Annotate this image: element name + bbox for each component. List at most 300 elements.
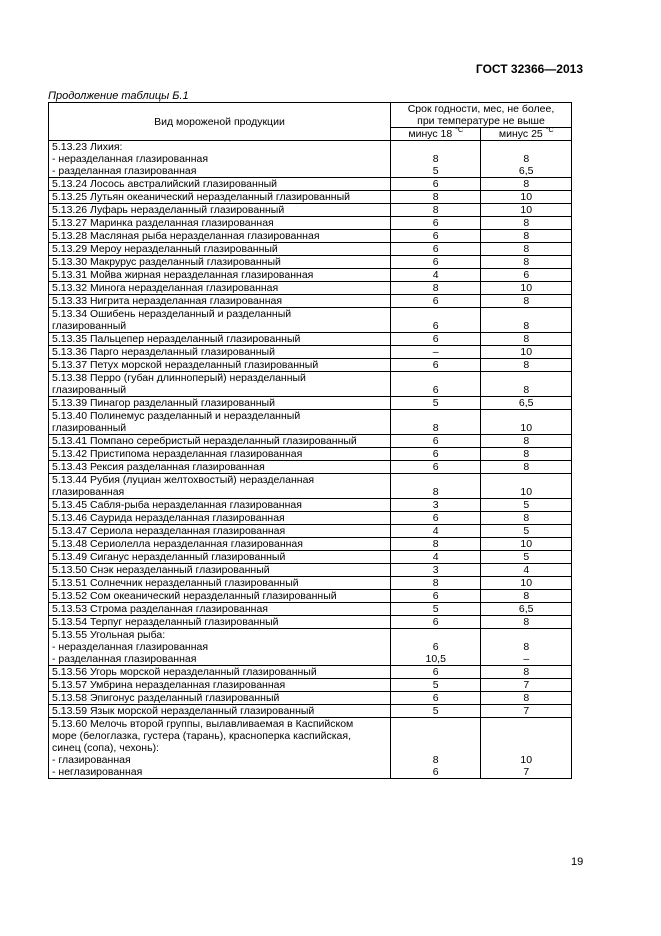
minus25-value: 8 [523, 461, 530, 473]
minus25-value-cell [481, 512, 572, 525]
product-name-line: 5.13.33 Нигрита неразделанная глазированная [52, 295, 283, 307]
minus18-value: 6 [432, 384, 439, 396]
minus18-value: 8 [432, 204, 439, 216]
table-row [49, 538, 572, 551]
minus25-value-cell [481, 692, 572, 705]
page-number: 19 [571, 856, 584, 868]
product-name-cell [49, 564, 391, 577]
minus25-value: 6 [523, 269, 530, 281]
product-name-line: 5.13.38 Перро (губан длинноперый) неразделанный [52, 372, 306, 384]
table-row [49, 448, 572, 461]
product-name-cell [49, 512, 391, 525]
minus18-value: 8 [432, 486, 439, 498]
minus18-value: 8 [432, 754, 439, 766]
minus25-value: 8 [523, 666, 530, 678]
minus25-value: 7 [523, 679, 530, 691]
product-name-line: 5.13.24 Лосось австралийский глазированный [52, 178, 278, 190]
minus18-value-cell [390, 538, 481, 551]
product-name-cell [49, 577, 391, 590]
minus18-value: 8 [432, 153, 439, 165]
minus18-value-cell [390, 308, 481, 333]
product-name-cell [49, 333, 391, 346]
product-name-line: 5.13.55 Угольная рыба: [52, 629, 166, 641]
product-name-line: 5.13.36 Парго неразделанный глазированный [52, 346, 275, 358]
product-name-line: 5.13.42 Пристипома неразделанная глазированная [52, 448, 303, 460]
minus18-value: 6 [432, 178, 439, 190]
minus18-value: 6 [432, 641, 439, 653]
minus25-value [484, 730, 568, 742]
product-name-line: 5.13.50 Снэк неразделанный глазированный [52, 564, 270, 576]
minus18-value-cell [390, 204, 481, 217]
minus18-value: 6 [432, 666, 439, 678]
header-product-type: Вид мороженой продукции [49, 103, 391, 141]
table-row [49, 577, 572, 590]
degree-unit-25: °C [545, 127, 554, 134]
minus18-value: 6 [432, 461, 439, 473]
minus18-value [394, 730, 478, 742]
table-row [49, 616, 572, 629]
table-row [49, 499, 572, 512]
minus25-value-cell [481, 282, 572, 295]
table-row [49, 692, 572, 705]
minus25-value-cell [481, 295, 572, 308]
table-row [49, 333, 572, 346]
minus25-value: 8 [523, 448, 530, 460]
minus18-value: 8 [432, 422, 439, 434]
minus18-value: 6 [432, 692, 439, 704]
minus25-value [484, 141, 568, 153]
product-name-cell [49, 474, 391, 499]
minus25-value-cell [481, 372, 572, 397]
minus18-value: 8 [432, 282, 439, 294]
product-name-cell [49, 525, 391, 538]
minus25-value: 10 [520, 486, 533, 498]
product-name-cell [49, 629, 391, 666]
minus25-value: 8 [523, 333, 530, 345]
product-name-cell [49, 590, 391, 603]
table-row [49, 217, 572, 230]
minus25-value-cell [481, 590, 572, 603]
product-name-line: 5.13.44 Рубия (луциан желтохвостый) неразделанная [52, 474, 315, 486]
minus18-value-cell [390, 178, 481, 191]
minus25-value-cell [481, 256, 572, 269]
minus18-value: 6 [432, 230, 439, 242]
minus25-value: 8 [523, 616, 530, 628]
header-shelf-life-line2: при температуре не выше [417, 115, 545, 127]
table-row [49, 372, 572, 397]
minus25-value: 10 [520, 422, 533, 434]
table-row [49, 282, 572, 295]
product-name-line: 5.13.34 Ошибень неразделанный и разделанный [52, 308, 292, 320]
minus18-value-cell [390, 461, 481, 474]
minus18-value-cell [390, 551, 481, 564]
table-row [49, 308, 572, 333]
minus25-value: 5 [523, 499, 530, 511]
header-minus25 [481, 128, 572, 141]
minus25-value: 8 [523, 435, 530, 447]
table-row [49, 590, 572, 603]
header-shelf-life-line1: Срок годности, мес, не более, [407, 103, 555, 115]
minus18-value-cell [390, 512, 481, 525]
minus25-value-cell [481, 191, 572, 204]
minus18-value-cell [390, 525, 481, 538]
product-name-line: 5.13.37 Петух морской неразделанный глазированный [52, 359, 319, 371]
product-name-line: 5.13.57 Умбрина неразделанная глазированная [52, 679, 286, 691]
minus25-value: 8 [523, 692, 530, 704]
minus25-value-cell [481, 141, 572, 178]
minus18-value-cell [390, 191, 481, 204]
table-row [49, 178, 572, 191]
header-minus18 [390, 128, 481, 141]
minus25-value-cell [481, 204, 572, 217]
minus18-value: 6 [432, 616, 439, 628]
product-name-cell [49, 346, 391, 359]
degree-unit-18: °C [455, 127, 464, 134]
minus18-value-cell [390, 679, 481, 692]
minus25-value-cell [481, 397, 572, 410]
product-name-line: 5.13.58 Эпигонус разделанный глазированный [52, 692, 280, 704]
minus25-value-cell [481, 178, 572, 191]
minus25-value: 8 [523, 295, 530, 307]
minus25-value: 6,5 [518, 397, 534, 409]
minus18-value: – [432, 346, 439, 358]
product-name-line: 5.13.43 Рексия разделанная глазированная [52, 461, 265, 473]
minus18-value: 5 [432, 165, 439, 177]
product-name-line: 5.13.59 Язык морской неразделанный глазированный [52, 705, 315, 717]
minus18-value: 8 [432, 577, 439, 589]
minus25-value: 8 [523, 256, 530, 268]
minus18-value [394, 141, 478, 153]
minus18-value-cell [390, 577, 481, 590]
minus18-value [394, 629, 478, 641]
product-name-line: 5.13.51 Солнечник неразделанный глазированный [52, 577, 299, 589]
minus25-value-cell [481, 359, 572, 372]
product-name-line: 5.13.48 Сериолелла неразделанная глазированная [52, 538, 303, 550]
minus18-value-cell [390, 282, 481, 295]
table-row [49, 359, 572, 372]
minus25-value: 10 [520, 204, 533, 216]
product-name-line: глазированный [52, 320, 127, 332]
minus25-value: 8 [523, 320, 530, 332]
minus25-value [484, 629, 568, 641]
product-name-line: 5.13.41 Помпано серебристый неразделанный глазированный [52, 435, 357, 447]
minus18-value-cell [390, 217, 481, 230]
minus18-value: 8 [432, 191, 439, 203]
minus25-value-cell [481, 461, 572, 474]
minus18-value-cell [390, 705, 481, 718]
minus25-value: 4 [523, 564, 530, 576]
table-row [49, 461, 572, 474]
minus18-value-cell [390, 616, 481, 629]
product-name-line: 5.13.26 Луфарь неразделанный глазированный [52, 204, 285, 216]
minus25-value: 8 [523, 153, 530, 165]
minus18-value-cell [390, 269, 481, 282]
table-row [49, 666, 572, 679]
minus18-value: 6 [432, 295, 439, 307]
minus25-value-cell [481, 718, 572, 779]
table-row [49, 551, 572, 564]
product-name-line: - разделанная глазированная [52, 653, 197, 665]
product-name-line: 5.13.54 Терпуг неразделанный глазированный [52, 616, 279, 628]
minus25-value-cell [481, 538, 572, 551]
product-name-line: 5.13.35 Пальцепер неразделанный глазированный [52, 333, 301, 345]
table-row [49, 512, 572, 525]
table-row [49, 679, 572, 692]
product-name-line: синец (сопа), чехонь): [52, 742, 159, 754]
product-name-line: - неразделанная глазированная [52, 641, 209, 653]
product-name-line: 5.13.47 Сериола неразделанная глазированная [52, 525, 286, 537]
product-name-line: - неглазированная [52, 766, 143, 778]
product-name-line: глазированная [52, 486, 125, 498]
product-name-cell [49, 178, 391, 191]
minus25-value-cell [481, 269, 572, 282]
table-row [49, 295, 572, 308]
product-name-line: - неразделанная глазированная [52, 153, 209, 165]
minus25-value-cell [481, 346, 572, 359]
minus25-value-cell [481, 577, 572, 590]
minus18-value-cell [390, 397, 481, 410]
product-name-cell [49, 243, 391, 256]
product-name-line: 5.13.49 Сиганус неразделанный глазированный [52, 551, 286, 563]
header-shelf-life [390, 103, 571, 128]
minus18-value-cell [390, 692, 481, 705]
product-name-cell [49, 705, 391, 718]
minus25-value-cell [481, 666, 572, 679]
standard-number: ГОСТ 32366—2013 [475, 62, 583, 76]
minus25-value [484, 742, 568, 754]
minus18-value: 5 [432, 397, 439, 409]
minus25-value-cell [481, 616, 572, 629]
table-body [49, 141, 572, 779]
minus18-value: 5 [432, 679, 439, 691]
product-name-line: 5.13.39 Пинагор разделанный глазированный [52, 397, 275, 409]
minus25-value: 7 [523, 766, 530, 778]
minus18-value-cell [390, 666, 481, 679]
minus18-value: 6 [432, 243, 439, 255]
minus25-value-cell [481, 308, 572, 333]
minus18-value-cell [390, 603, 481, 616]
minus18-value: 6 [432, 320, 439, 332]
minus18-value-cell [390, 448, 481, 461]
product-name-line: 5.13.32 Минога неразделанная глазированная [52, 282, 279, 294]
minus25-value: 10 [520, 754, 533, 766]
table-row [49, 346, 572, 359]
minus18-value-cell [390, 256, 481, 269]
minus25-value: 5 [523, 551, 530, 563]
product-name-cell [49, 461, 391, 474]
table-row [49, 204, 572, 217]
minus25-value-cell [481, 564, 572, 577]
minus18-value: 6 [432, 256, 439, 268]
minus18-value [394, 718, 478, 730]
minus18-value: 4 [432, 525, 439, 537]
minus25-value-cell [481, 217, 572, 230]
product-name-line: 5.13.29 Мероу неразделанный глазированный [52, 243, 278, 255]
minus18-value-cell [390, 141, 481, 178]
product-name-line: глазированный [52, 422, 127, 434]
minus25-value-cell [481, 435, 572, 448]
product-name-line: глазированный [52, 384, 127, 396]
product-name-cell [49, 295, 391, 308]
product-name-cell [49, 603, 391, 616]
minus25-value: 10 [520, 346, 533, 358]
minus25-label: минус 25 [498, 128, 543, 140]
minus18-value-cell [390, 359, 481, 372]
product-name-line: - глазированная [52, 754, 131, 766]
minus18-value-cell [390, 243, 481, 256]
minus18-value-cell [390, 230, 481, 243]
product-name-cell [49, 718, 391, 779]
product-name-line: 5.13.28 Масляная рыба неразделанная глазированная [52, 230, 320, 242]
table-row [49, 256, 572, 269]
table-row [49, 705, 572, 718]
minus18-value: 10,5 [425, 653, 446, 665]
product-name-line: 5.13.52 Сом океанический неразделанный глазированный [52, 590, 337, 602]
table-row [49, 230, 572, 243]
product-name-cell [49, 256, 391, 269]
product-name-line: 5.13.23 Лихия: [52, 141, 123, 153]
minus18-value: 6 [432, 435, 439, 447]
product-name-cell [49, 217, 391, 230]
product-name-cell [49, 397, 391, 410]
minus25-value-cell [481, 230, 572, 243]
minus25-value-cell [481, 679, 572, 692]
table-row [49, 141, 572, 178]
product-name-cell [49, 372, 391, 397]
product-name-line: 5.13.30 Макрурус разделанный глазированный [52, 256, 281, 268]
product-name-cell [49, 616, 391, 629]
minus25-value: 8 [523, 230, 530, 242]
minus25-value: 7 [523, 705, 530, 717]
minus18-value: 3 [432, 499, 439, 511]
minus25-value-cell [481, 629, 572, 666]
minus18-value-cell [390, 629, 481, 666]
table-row [49, 474, 572, 499]
minus18-value-cell [390, 499, 481, 512]
table-row [49, 397, 572, 410]
product-name-cell [49, 538, 391, 551]
minus18-value: 3 [432, 564, 439, 576]
minus25-value: 10 [520, 282, 533, 294]
minus25-value: – [523, 653, 530, 665]
product-name-line: 5.13.46 Саурида неразделанная глазированная [52, 512, 285, 524]
minus18-value [394, 742, 478, 754]
product-name-cell [49, 679, 391, 692]
minus18-value-cell [390, 590, 481, 603]
table-caption: Продолжение таблицы Б.1 [48, 90, 189, 102]
minus18-value: 5 [432, 705, 439, 717]
minus25-value-cell [481, 551, 572, 564]
minus25-value: 8 [523, 217, 530, 229]
minus18-value-cell [390, 474, 481, 499]
product-name-cell [49, 230, 391, 243]
minus18-value: 6 [432, 333, 439, 345]
product-name-cell [49, 551, 391, 564]
minus25-value-cell [481, 410, 572, 435]
product-name-line: 5.13.56 Угорь морской неразделанный глазированный [52, 666, 317, 678]
minus25-value-cell [481, 448, 572, 461]
product-name-cell [49, 282, 391, 295]
minus18-value-cell [390, 295, 481, 308]
product-name-cell [49, 666, 391, 679]
product-name-line: 5.13.27 Маринка разделанная глазированная [52, 217, 274, 229]
minus18-value-cell [390, 410, 481, 435]
minus18-value: 8 [432, 538, 439, 550]
product-name-line: - разделанная глазированная [52, 165, 197, 177]
minus25-value-cell [481, 243, 572, 256]
minus18-value: 6 [432, 766, 439, 778]
minus25-value: 8 [523, 359, 530, 371]
minus18-value: 4 [432, 269, 439, 281]
product-name-line: 5.13.53 Строма разделанная глазированная [52, 603, 268, 615]
table-row [49, 410, 572, 435]
minus25-value: 10 [520, 577, 533, 589]
table-row [49, 564, 572, 577]
minus18-value: 6 [432, 217, 439, 229]
table-row [49, 525, 572, 538]
minus25-value: 8 [523, 384, 530, 396]
minus25-value: 5 [523, 525, 530, 537]
minus25-value: 8 [523, 178, 530, 190]
product-name-cell [49, 191, 391, 204]
minus25-value: 6,5 [518, 165, 534, 177]
table-row [49, 269, 572, 282]
minus18-value-cell [390, 564, 481, 577]
table-row [49, 629, 572, 666]
product-name-cell [49, 269, 391, 282]
product-name-cell [49, 448, 391, 461]
product-name-cell [49, 308, 391, 333]
product-name-line: 5.13.60 Мелочь второй группы, вылавливаемая в Каспийском [52, 718, 354, 730]
minus18-value: 5 [432, 603, 439, 615]
minus18-value-cell [390, 435, 481, 448]
product-name-line: море (белоглазка, густера (тарань), красноперка каспийская, [52, 730, 351, 742]
minus25-value: 8 [523, 243, 530, 255]
minus18-value: 6 [432, 590, 439, 602]
minus18-value-cell [390, 346, 481, 359]
product-name-cell [49, 410, 391, 435]
minus25-value-cell [481, 333, 572, 346]
product-name-cell [49, 499, 391, 512]
table-row [49, 243, 572, 256]
minus25-value-cell [481, 499, 572, 512]
product-name-cell [49, 692, 391, 705]
minus25-value: 6,5 [518, 603, 534, 615]
minus25-value-cell [481, 525, 572, 538]
minus25-value [484, 718, 568, 730]
minus18-value: 6 [432, 512, 439, 524]
minus18-value: 4 [432, 551, 439, 563]
minus18-value-cell [390, 718, 481, 779]
product-name-cell [49, 204, 391, 217]
product-name-line: 5.13.40 Полинемус разделанный и неразделанный [52, 410, 301, 422]
minus18-value-cell [390, 333, 481, 346]
table-row [49, 435, 572, 448]
table-row [49, 603, 572, 616]
product-name-cell [49, 359, 391, 372]
product-name-line: 5.13.31 Мойва жирная неразделанная глазированная [52, 269, 314, 281]
minus25-value-cell [481, 705, 572, 718]
minus25-value: 10 [520, 191, 533, 203]
product-name-cell [49, 141, 391, 178]
product-name-cell [49, 435, 391, 448]
minus25-value-cell [481, 603, 572, 616]
minus18-value-cell [390, 372, 481, 397]
product-name-line: 5.13.45 Сабля-рыба неразделанная глазированная [52, 499, 302, 511]
minus18-value: 6 [432, 359, 439, 371]
table-row [49, 718, 572, 779]
minus25-value-cell [481, 474, 572, 499]
